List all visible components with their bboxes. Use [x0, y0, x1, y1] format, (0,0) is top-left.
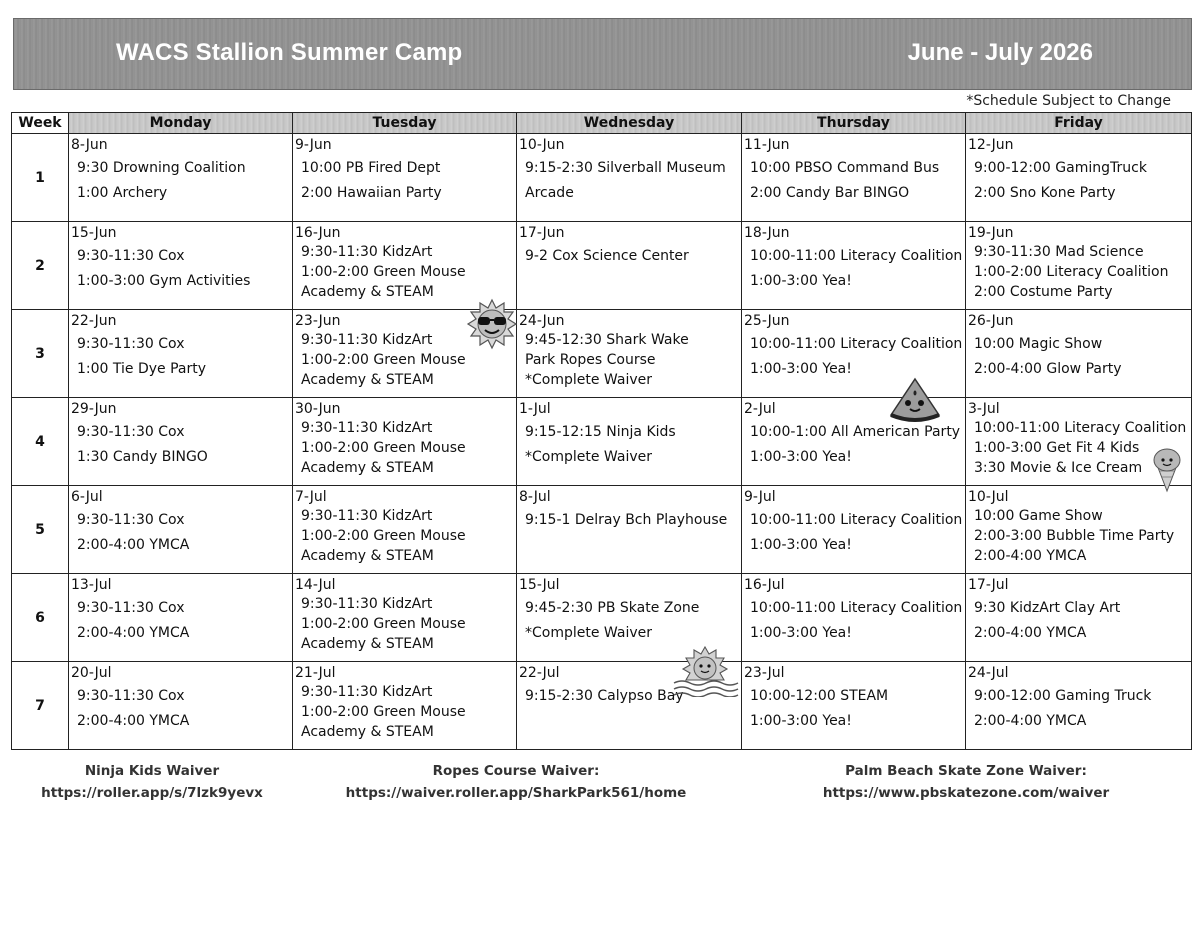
col-header-tuesday: Tuesday	[293, 113, 517, 134]
day-cell-thursday	[742, 222, 966, 310]
week-row	[12, 222, 1192, 310]
col-header-friday: Friday	[966, 113, 1192, 134]
week-number: 6	[12, 574, 69, 662]
day-date: 23-Jul	[744, 665, 785, 681]
week-row	[12, 398, 1192, 486]
event-item: 2:00-4:00 Glow Party	[974, 361, 1122, 377]
sun-waves-icon	[670, 645, 740, 697]
day-cell-wednesday	[517, 134, 742, 222]
week-number: 3	[12, 310, 69, 398]
event-item: 1:00-3:00 Yea!	[750, 361, 852, 377]
day-cell-friday	[966, 310, 1192, 398]
day-cell-wednesday	[517, 310, 742, 398]
event-item: 1:00-2:00 Literacy Coalition	[974, 264, 1169, 280]
day-date: 20-Jul	[71, 665, 112, 681]
day-date: 17-Jun	[519, 225, 565, 241]
event-item: 2:00-4:00 YMCA	[974, 713, 1087, 729]
event-item: 9:15-2:30 Silverball Museum	[525, 160, 726, 176]
event-item: 9:30-11:30 KidzArt	[301, 420, 433, 436]
event-item: 9:15-1 Delray Bch Playhouse	[525, 512, 728, 528]
event-item: 10:00-12:00 STEAM	[750, 688, 889, 704]
event-item: Academy & STEAM	[301, 284, 434, 300]
skate-waiver-link[interactable]: https://www.pbskatezone.com/waiver	[822, 785, 1110, 801]
schedule-table	[11, 112, 1192, 750]
day-date: 9-Jul	[744, 489, 776, 505]
day-cell-monday	[69, 486, 293, 574]
day-cell-monday	[69, 134, 293, 222]
day-date: 21-Jul	[295, 665, 336, 681]
event-item: 10:00 Magic Show	[974, 336, 1103, 352]
col-header-monday: Monday	[69, 113, 293, 134]
day-date: 18-Jun	[744, 225, 790, 241]
event-item: 10:00-1:00 All American Party	[750, 424, 961, 440]
day-cell-wednesday	[517, 222, 742, 310]
day-date: 24-Jul	[968, 665, 1009, 681]
day-cell-friday	[966, 574, 1192, 662]
day-cell-friday	[966, 134, 1192, 222]
week-number: 1	[12, 134, 69, 222]
event-item: 10:00 PB Fired Dept	[301, 160, 441, 176]
event-item: 1:00-3:00 Gym Activities	[77, 273, 251, 289]
event-item: 1:00-3:00 Yea!	[750, 713, 852, 729]
event-item: Academy & STEAM	[301, 548, 434, 564]
week-row	[12, 486, 1192, 574]
event-item: Park Ropes Course	[525, 352, 656, 368]
day-date: 24-Jun	[519, 313, 565, 329]
event-item: 1:00-2:00 Green Mouse	[301, 528, 466, 544]
event-item: 2:00 Candy Bar BINGO	[750, 185, 910, 201]
event-item: 9:30-11:30 Cox	[77, 600, 185, 616]
day-cell-thursday	[742, 486, 966, 574]
day-date: 26-Jun	[968, 313, 1014, 329]
event-item: 10:00-11:00 Literacy Coalition	[750, 248, 963, 264]
event-item: 3:30 Movie & Ice Cream	[974, 460, 1143, 476]
schedule-note: *Schedule Subject to Change	[966, 93, 1171, 109]
day-date: 23-Jun	[295, 313, 341, 329]
event-item: 2:00 Costume Party	[974, 284, 1113, 300]
ropes-waiver-block	[330, 760, 702, 804]
day-cell-monday	[69, 222, 293, 310]
ropes-waiver-label: Ropes Course Waiver:	[432, 763, 600, 779]
event-item: 1:30 Candy BINGO	[77, 449, 208, 465]
event-item: 1:00 Tie Dye Party	[77, 361, 207, 377]
event-item: 2:00-4:00 YMCA	[77, 713, 190, 729]
event-item: 1:00-3:00 Yea!	[750, 537, 852, 553]
day-date: 2-Jul	[744, 401, 776, 417]
event-item: 10:00-11:00 Literacy Coalition	[750, 512, 963, 528]
week-number: 5	[12, 486, 69, 574]
day-cell-monday	[69, 574, 293, 662]
event-item: 10:00-11:00 Literacy Coalition	[974, 420, 1187, 436]
event-item: 9:30-11:30 Cox	[77, 688, 185, 704]
day-cell-monday	[69, 398, 293, 486]
ice-cream-icon	[1150, 445, 1184, 493]
day-date: 14-Jul	[295, 577, 336, 593]
skate-waiver-block	[806, 760, 1126, 804]
day-date: 12-Jun	[968, 137, 1014, 153]
event-item: 1:00 Archery	[77, 185, 168, 201]
day-date: 8-Jul	[519, 489, 551, 505]
event-item: 9:30-11:30 Cox	[77, 512, 185, 528]
event-item: 1:00-2:00 Green Mouse	[301, 704, 466, 720]
event-item: 9-2 Cox Science Center	[525, 248, 689, 264]
event-item: *Complete Waiver	[525, 449, 652, 465]
day-date: 10-Jul	[968, 489, 1009, 505]
day-date: 22-Jul	[519, 665, 560, 681]
date-range: June - July 2026	[907, 39, 1093, 66]
sunglasses-sun-icon	[466, 298, 518, 350]
event-item: 9:45-2:30 PB Skate Zone	[525, 600, 700, 616]
event-item: 9:00-12:00 Gaming Truck	[974, 688, 1152, 704]
event-item: *Complete Waiver	[525, 372, 652, 388]
ropes-waiver-link[interactable]: https://waiver.roller.app/SharkPark561/home	[345, 785, 687, 801]
day-date: 10-Jun	[519, 137, 565, 153]
event-item: 1:00-2:00 Green Mouse	[301, 264, 466, 280]
event-item: Academy & STEAM	[301, 636, 434, 652]
day-cell-monday	[69, 662, 293, 750]
week-row	[12, 310, 1192, 398]
week-number: 2	[12, 222, 69, 310]
day-date: 7-Jul	[295, 489, 327, 505]
event-item: 9:30-11:30 KidzArt	[301, 684, 433, 700]
event-item: 9:30 Drowning Coalition	[77, 160, 246, 176]
week-row	[12, 574, 1192, 662]
event-item: 2:00-4:00 YMCA	[974, 548, 1087, 564]
event-item: 1:00-3:00 Yea!	[750, 273, 852, 289]
day-cell-wednesday	[517, 398, 742, 486]
day-date: 1-Jul	[519, 401, 551, 417]
event-item: 9:45-12:30 Shark Wake	[525, 332, 689, 348]
ninja-waiver-label: Ninja Kids Waiver	[84, 763, 220, 779]
event-item: 2:00-4:00 YMCA	[77, 625, 190, 641]
event-item: 1:00-3:00 Yea!	[750, 449, 852, 465]
event-item: 1:00-2:00 Green Mouse	[301, 352, 466, 368]
event-item: 9:15-2:30 Calypso Bay	[525, 688, 684, 704]
ninja-waiver-link[interactable]: https://roller.app/s/7lzk9yevx	[41, 785, 263, 801]
event-item: 10:00-11:00 Literacy Coalition	[750, 600, 963, 616]
event-item: 9:30-11:30 KidzArt	[301, 596, 433, 612]
title-banner	[13, 18, 1192, 90]
event-item: 9:30-11:30 Cox	[77, 336, 185, 352]
day-cell-tuesday	[293, 398, 517, 486]
day-date: 29-Jun	[71, 401, 117, 417]
event-item: 9:30-11:30 KidzArt	[301, 244, 433, 260]
event-item: 9:30-11:30 Mad Science	[974, 244, 1144, 260]
event-item: 9:15-12:15 Ninja Kids	[525, 424, 676, 440]
event-item: Academy & STEAM	[301, 724, 434, 740]
day-cell-thursday	[742, 574, 966, 662]
day-date: 30-Jun	[295, 401, 341, 417]
event-item: Academy & STEAM	[301, 460, 434, 476]
day-date: 6-Jul	[71, 489, 103, 505]
week-number: 7	[12, 662, 69, 750]
day-cell-thursday	[742, 134, 966, 222]
day-date: 11-Jun	[744, 137, 790, 153]
event-item: 2:00 Hawaiian Party	[301, 185, 442, 201]
day-date: 22-Jun	[71, 313, 117, 329]
event-item: 2:00-3:00 Bubble Time Party	[974, 528, 1175, 544]
day-date: 16-Jun	[295, 225, 341, 241]
day-cell-tuesday	[293, 222, 517, 310]
col-header-week: Week	[12, 113, 69, 134]
event-item: 2:00-4:00 YMCA	[974, 625, 1087, 641]
day-cell-thursday	[742, 662, 966, 750]
event-item: 2:00 Sno Kone Party	[974, 185, 1116, 201]
event-item: 9:30-11:30 KidzArt	[301, 508, 433, 524]
event-item: 1:00-2:00 Green Mouse	[301, 616, 466, 632]
event-item: 1:00-2:00 Green Mouse	[301, 440, 466, 456]
day-cell-friday	[966, 662, 1192, 750]
day-cell-friday	[966, 222, 1192, 310]
day-date: 13-Jul	[71, 577, 112, 593]
day-cell-tuesday	[293, 574, 517, 662]
day-cell-friday	[966, 486, 1192, 574]
event-item: 9:30-11:30 Cox	[77, 248, 185, 264]
day-cell-tuesday	[293, 486, 517, 574]
day-cell-tuesday	[293, 662, 517, 750]
event-item: 9:00-12:00 GamingTruck	[974, 160, 1147, 176]
day-cell-wednesday	[517, 486, 742, 574]
event-item: 1:00-3:00 Get Fit 4 Kids	[974, 440, 1140, 456]
event-item: 9:30-11:30 Cox	[77, 424, 185, 440]
page-title: WACS Stallion Summer Camp	[116, 39, 463, 66]
event-item: 9:30 KidzArt Clay Art	[974, 600, 1121, 616]
day-cell-monday	[69, 310, 293, 398]
event-item: 10:00-11:00 Literacy Coalition	[750, 336, 963, 352]
ninja-waiver-block	[22, 760, 282, 804]
day-date: 8-Jun	[71, 137, 108, 153]
week-number: 4	[12, 398, 69, 486]
day-date: 15-Jul	[519, 577, 560, 593]
header-row	[12, 113, 1192, 134]
event-item: *Complete Waiver	[525, 625, 652, 641]
day-date: 3-Jul	[968, 401, 1000, 417]
event-item: 10:00 PBSO Command Bus	[750, 160, 940, 176]
day-date: 16-Jul	[744, 577, 785, 593]
day-date: 17-Jul	[968, 577, 1009, 593]
event-item: 1:00-3:00 Yea!	[750, 625, 852, 641]
day-cell-tuesday	[293, 134, 517, 222]
event-item: 10:00 Game Show	[974, 508, 1103, 524]
event-item: 9:30-11:30 KidzArt	[301, 332, 433, 348]
watermelon-icon	[887, 375, 943, 423]
day-date: 19-Jun	[968, 225, 1014, 241]
day-date: 15-Jun	[71, 225, 117, 241]
col-header-thursday: Thursday	[742, 113, 966, 134]
day-date: 9-Jun	[295, 137, 332, 153]
day-date: 25-Jun	[744, 313, 790, 329]
event-item: 2:00-4:00 YMCA	[77, 537, 190, 553]
event-item: Arcade	[525, 185, 574, 201]
week-row	[12, 134, 1192, 222]
col-header-wednesday: Wednesday	[517, 113, 742, 134]
week-row	[12, 662, 1192, 750]
skate-waiver-label: Palm Beach Skate Zone Waiver:	[845, 763, 1087, 779]
event-item: Academy & STEAM	[301, 372, 434, 388]
